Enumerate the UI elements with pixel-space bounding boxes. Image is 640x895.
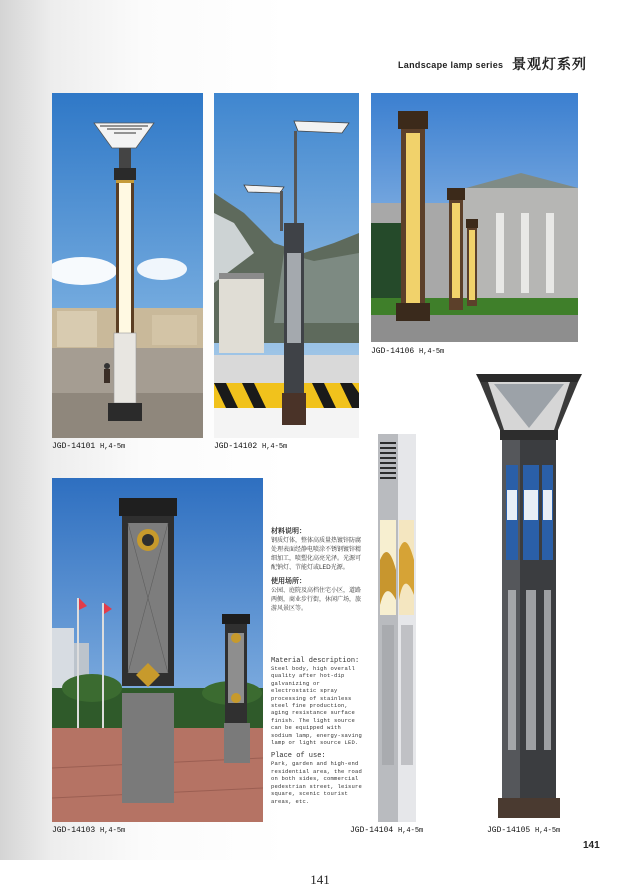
model-label: JGD-14106 xyxy=(371,347,415,356)
footer-page-number: 141 xyxy=(310,872,330,887)
lamp-render-14105 xyxy=(474,370,584,822)
page-number: 141 xyxy=(583,840,600,851)
use-text-cn: 公园、庭院及高档住宅小区，道路两侧，商业步行街，休闲广场，旅游风景区等。 xyxy=(271,587,362,612)
use-title-cn: 使用场所： xyxy=(271,577,306,585)
model-label: JGD-14102 xyxy=(214,442,258,451)
height-label: H,4-5m xyxy=(100,443,126,451)
height-label: H,4-5m xyxy=(262,443,288,451)
material-title-cn: 材料说明： xyxy=(271,527,306,535)
lamp-photo-14106 xyxy=(371,93,578,342)
caption-14102 xyxy=(214,442,287,451)
lamp-photo-14103 xyxy=(52,478,263,822)
series-title-cn: 景观灯系列 xyxy=(512,57,587,73)
caption-14104 xyxy=(350,826,423,835)
caption-14101 xyxy=(52,442,125,451)
model-label: JGD-14104 xyxy=(350,826,394,835)
model-label: JGD-14101 xyxy=(52,442,96,451)
material-text-en: Steel body, high overall quality after hot-dip galvanizing or electrostatic spray processing of stainless steel fine production, aging resistance surface finish. The light source can be equipped with sodium lamp, energy-saving lamp or light source LED. xyxy=(271,665,363,747)
caption-14105 xyxy=(487,826,560,835)
use-text-en: Park, garden and high-end residential area, the road on both sides, commercial pedestrian street, leisure square, scenic tourist areas, etc. xyxy=(271,760,363,805)
height-label: H,4-5m xyxy=(100,827,126,835)
model-label: JGD-14103 xyxy=(52,826,96,835)
lamp-photo-14101 xyxy=(52,93,203,438)
use-title-en: Place of use: xyxy=(271,752,326,761)
caption-14106 xyxy=(371,347,444,356)
series-title-en: Landscape lamp series xyxy=(398,60,504,70)
material-text-cn: 钢质灯体，整体高质量热镀锌防腐处理表面经静电喷涂不锈钢镀锌精细加工，喷塑化高亮光泽。光源可配钠灯、节能灯或LED光源。 xyxy=(271,537,362,571)
height-label: H,4-5m xyxy=(535,827,561,835)
caption-14103 xyxy=(52,826,125,835)
model-label: JGD-14105 xyxy=(487,826,531,835)
material-title-en: Material description: xyxy=(271,657,360,665)
lamp-render-14104 xyxy=(368,430,428,822)
lamp-photo-14102 xyxy=(214,93,359,438)
product-description xyxy=(271,522,363,805)
height-label: H,4-5m xyxy=(419,348,445,356)
height-label: H,4-5m xyxy=(398,827,424,835)
